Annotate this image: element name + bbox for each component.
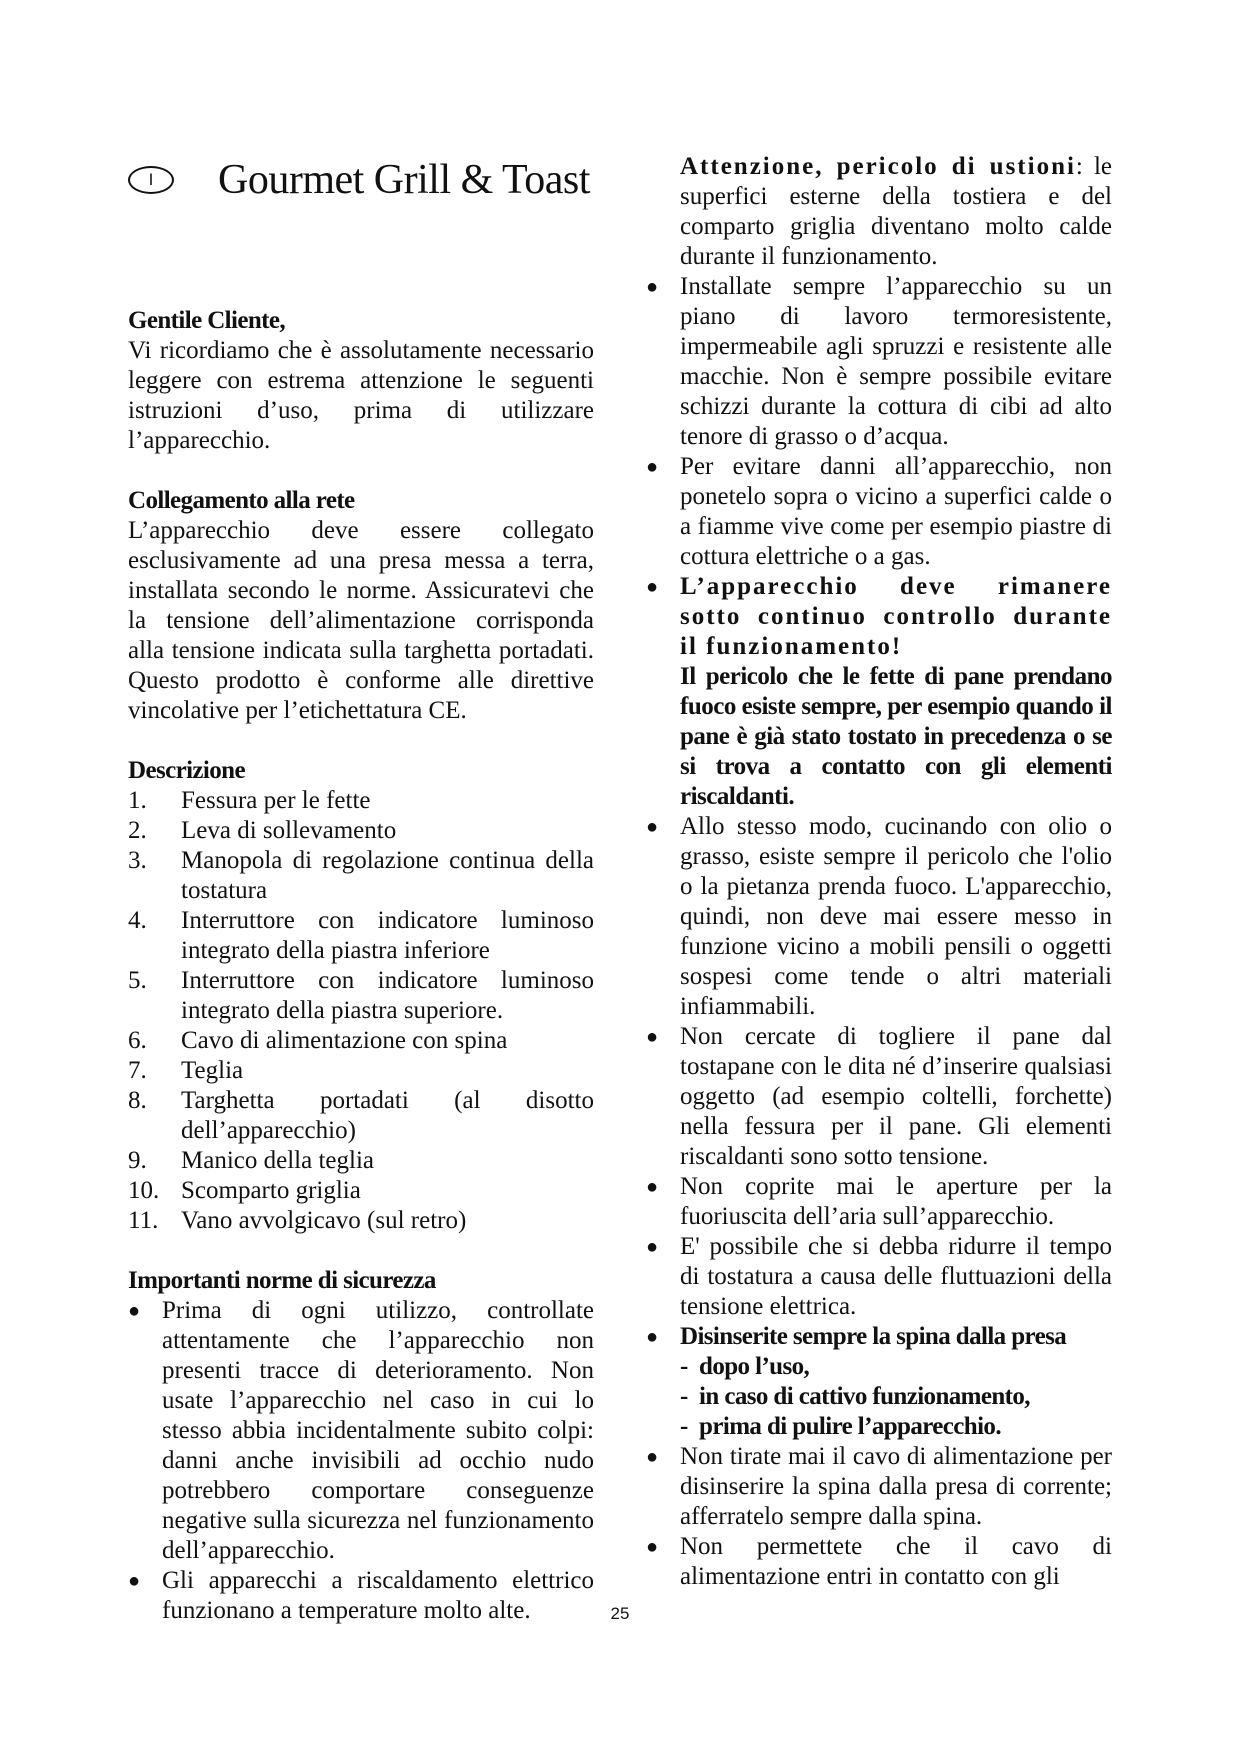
safety-list-left [128, 1296, 594, 1626]
safety-item [646, 1322, 1112, 1442]
safety-item: ● Gli apparecchi a riscaldamento elettrico funzionano a temperature molto alte. [128, 1567, 594, 1624]
description-item: 10. Scomparto griglia [128, 1177, 361, 1204]
description-item: 11. Vano avvolgicavo (sul retro) [128, 1207, 467, 1234]
bullet-icon: ● [646, 1326, 659, 1348]
language-badge: I [128, 166, 174, 194]
bullet-icon: ● [646, 576, 659, 598]
unplug-heading: Disinserite sempre la spina dalla presa [680, 1323, 1067, 1350]
safety-item [646, 572, 1112, 812]
bullet-icon: ● [646, 456, 659, 478]
safety-list-right [646, 272, 1112, 1592]
unplug-item: - prima di pulire l’apparecchio. [680, 1413, 1001, 1440]
bullet-icon: ● [646, 1176, 659, 1198]
greeting-heading: Gentile Cliente, [128, 307, 286, 334]
safety-item: ● Non permettete che il cavo di alimentazione entri in contatto con gli [646, 1533, 1112, 1590]
bullet-icon: ● [128, 1300, 141, 1322]
greeting-body: Vi ricordiamo che è assolutamente necessario leggere con estrema attenzione le seguenti istruzioni d’uso, prima di utilizzare l’apparecchio. [128, 337, 594, 454]
description-item: 5. Interruttore con indicatore luminoso integrato della piastra superiore. [128, 967, 594, 1024]
left-column [128, 152, 594, 1626]
description-item: 7. Teglia [128, 1057, 244, 1084]
bullet-icon: ● [646, 1026, 659, 1048]
bullet-icon: ● [646, 1236, 659, 1258]
page-header [128, 152, 594, 208]
description-item: 1. Fessura per le fette [128, 787, 371, 814]
description-item: 4. Interruttore con indicatore luminoso integrato della piastra inferiore [128, 907, 594, 964]
bullet-icon: ● [128, 1570, 141, 1592]
fire-warning: Il pericolo che le fette di pane prendano fuoco esiste sempre, per esempio quando il pane è già stato tostato in precedenza o se si trova a contatto con gli elementi riscaldanti. [680, 663, 1112, 810]
connection-body: L’apparecchio deve essere collegato esclusivamente ad una presa messa a terra, installata secondo le norme. Assicuratevi che la tensione dell’alimentazione corrisponda alla tensione indicata sulla targhetta portadati. Questo prodotto è conforme alle direttive vincolative per l’etichettatura CE. [128, 517, 594, 724]
connection-heading: Collegamento alla rete [128, 487, 355, 514]
page-number: 25 [610, 1604, 630, 1623]
unplug-item: - dopo l’uso, [680, 1353, 810, 1380]
safety-item: ● Prima di ogni utilizzo, controllate attentamente che l’apparecchio non presenti tracce di deterioramento. Non usate l’apparecchio nel caso in cui lo stesso abbia incidentalmente subito colpi: danni anche invisibili ad occhio nudo potrebbero comportare conseguenze negative sulla sicurezza nel funzionamento dell’apparecchio. [128, 1297, 594, 1564]
description-item: 8. Targhetta portadati (al disotto dell’apparecchio) [128, 1087, 594, 1144]
bullet-icon: ● [646, 276, 659, 298]
safety-item: ● Allo stesso modo, cucinando con olio o grasso, esiste sempre il pericolo che l'olio o la pietanza prenda fuoco. L'apparecchio, quindi, non deve mai essere messo in funzione vicino a mobili pensili o oggetti sospesi come tende o altri materiali infiammabili. [646, 813, 1112, 1020]
safety-item: ● Non tirate mai il cavo di alimentazione per disinserire la spina dalla presa di corrente; afferratelo sempre dalla spina. [646, 1443, 1112, 1530]
bullet-icon: ● [646, 1446, 659, 1468]
burn-warning: Attenzione, pericolo di ustioni: le superfici esterne della tostiera e del comparto griglia diventano molto calde durante il funzionamento. [680, 153, 1112, 270]
unplug-item: - in caso di cattivo funzionamento, [680, 1383, 1030, 1410]
safety-item: ● Installate sempre l’apparecchio su un piano di lavoro termoresistente, impermeabile agli spruzzi e resistente alle macchie. Non è sempre possibile evitare schizzi durante la cottura di cibi ad alto tenore di grasso o d’acqua. [646, 273, 1112, 450]
description-list [128, 786, 594, 1236]
bullet-icon: ● [646, 816, 659, 838]
page-title: Gourmet Grill & Toast [218, 157, 590, 203]
safety-item: ● Non cercate di togliere il pane dal tostapane con le dita né d’inserire qualsiasi oggetto (ad esempio coltelli, forchette) nella fessura per il pane. Gli elementi riscaldanti sono sotto tensione. [646, 1023, 1112, 1170]
description-item: 2. Leva di sollevamento [128, 817, 397, 844]
safety-item: ● Non coprite mai le aperture per la fuoriuscita dell’aria sull’apparecchio. [646, 1173, 1112, 1230]
description-item: 6. Cavo di alimentazione con spina [128, 1027, 508, 1054]
description-item: 9. Manico della teglia [128, 1147, 374, 1174]
description-item: 3. Manopola di regolazione continua della tostatura [128, 847, 594, 904]
supervision-warning: L’apparecchio deve rimanere sotto continuo controllo durante il funzionamento! [680, 573, 1112, 660]
safety-item: ● Per evitare danni all’apparecchio, non ponetelo sopra o vicino a superfici calde o a fiamme vive come per esempio piastre di cottura elettriche o a gas. [646, 453, 1112, 570]
bullet-icon: ● [646, 1536, 659, 1558]
safety-item: ● E' possibile che si debba ridurre il tempo di tostatura a causa delle fluttuazioni della tensione elettrica. [646, 1233, 1112, 1320]
description-heading: Descrizione [128, 757, 245, 784]
safety-heading: Importanti norme di sicurezza [128, 1267, 436, 1294]
right-column [646, 152, 1112, 1592]
